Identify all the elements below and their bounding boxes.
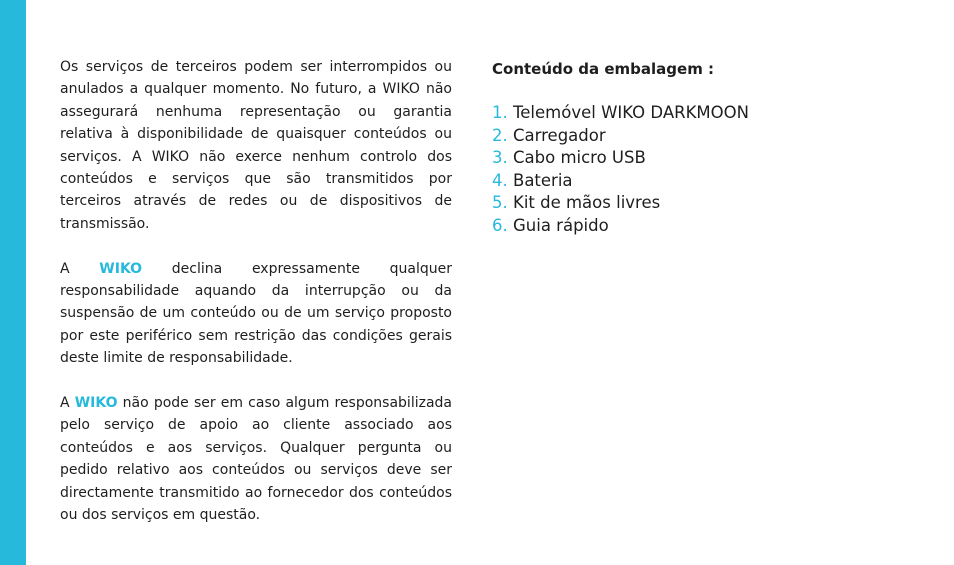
paragraph-body: não pode ser em caso algum responsabilizada pelo serviço de apoio ao cliente associado aos conteúdos e aos serviços. Qualquer pergunta ou pedido relativo aos conteúdos ou serviços deve ser directamente transmitido ao fornecedor dos conteúdos ou dos serviços em questão. [60,395,452,524]
item-number: 1. [492,103,508,122]
item-label: Cabo micro USB [513,148,646,168]
list-item [492,102,912,125]
item-number: 6. [492,215,508,235]
item-number: 3. [492,148,508,168]
brand-name: WIKO [99,260,143,277]
item-label: Carregador [513,125,606,145]
side-accent-bar [0,0,26,565]
package-contents-list [492,102,912,238]
item-label: Kit de mãos livres [513,193,661,213]
list-item [492,170,912,193]
brand-name: WIKO [74,395,118,412]
item-number: 5. [492,193,508,213]
liability-disclaimer-paragraph [60,258,452,370]
item-number: 2. [492,125,508,145]
package-contents-title: Conteúdo da embalagem : [492,60,715,78]
third-party-services-paragraph: Os serviços de terceiros podem ser interrompidos ou anulados a qualquer momento. No futuro, a WIKO não assegurará nenhuma representação ou garantia relativa à disponibilidade de quaisquer conteúdos ou serviços. A WIKO não exerce nenhum controlo dos conteúdos e serviços que são transmitidos por terceiros através de redes ou de dispositivos de transmissão. [60,59,452,232]
item-label: Bateria [513,170,573,190]
item-label: Guia rápido [513,215,609,235]
item-label: Telemóvel WIKO DARKMOON [513,103,749,122]
paragraph-body: declina expressamente qualquer responsabilidade aquando da interrupção ou da suspensão de um conteúdo ou de um serviço proposto por este periférico sem restrição das condições gerais deste limite de responsabilidade. [60,260,453,367]
right-package-column [492,58,912,238]
list-item [492,147,912,170]
paragraph-prefix: A [60,395,70,412]
item-number: 4. [492,170,508,190]
left-text-column [60,56,452,549]
list-item [492,192,912,215]
paragraph-prefix: A [60,260,70,277]
list-item [492,125,912,148]
list-item [492,215,912,238]
support-disclaimer-paragraph [60,392,452,526]
